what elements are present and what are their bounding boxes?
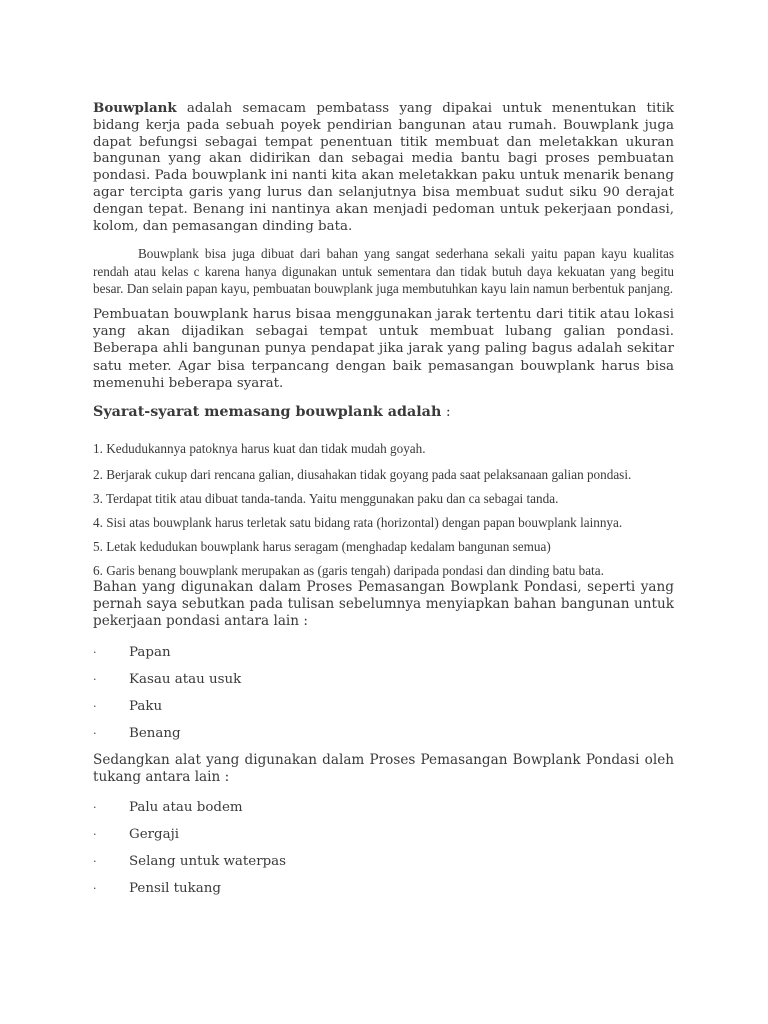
materials-list <box>93 644 674 742</box>
bullet-icon: · <box>93 801 97 815</box>
list-item-label: Papan <box>129 644 171 660</box>
list-item-label: Paku <box>129 698 163 714</box>
requirement-item: 2. Berjarak cukup dari rencana galian, diusahakan tidak goyang pada saat pelaksanaan galian pondasi. <box>93 466 632 482</box>
bullet-icon: · <box>93 828 97 842</box>
bullet-icon: · <box>93 645 97 659</box>
intro-text: adalah semacam pembatass yang dipakai untuk menentukan titik bidang kerja pada sebuah poyek pendirian bangunan atau rumah. Bouwplank juga dapat befungsi sebagai tempat penentuan titik membuat dan meletakkan ukuran bangunan yang akan didirikan dan sebagai media bantu bagi proses pembuatan pondasi. Pada bouwplank ini nanti kita akan meletakkan paku untuk menarik benang agar tercipta garis yang lurus dan selanjutnya bisa membuat sudut siku 90 derajat dengan tepat. Benang ini nantinya akan menjadi pedoman untuk pekerjaan pondasi, kolom, dan pemasangan dinding bata. <box>93 101 674 234</box>
list-item <box>93 880 674 897</box>
materials-intro: Bahan yang digunakan dalam Proses Pemasangan Bowplank Pondasi, seperti yang pernah saya sebutkan pada tulisan sebelumnya menyiapkan bahan bangunan untuk pekerjaan pondasi antara lain : <box>93 578 674 630</box>
list-item-label: Benang <box>129 725 181 741</box>
document-page <box>93 100 674 907</box>
bullet-icon: · <box>93 726 97 740</box>
requirement-item: 6. Garis benang bouwplank merupakan as (garis tengah) daripada pondasi dan dinding batu bata. <box>93 562 604 578</box>
list-item <box>93 799 674 816</box>
heading-colon: : <box>441 403 451 420</box>
list-item-label: Gergaji <box>129 827 180 843</box>
list-item <box>93 644 674 661</box>
list-item <box>93 826 674 843</box>
bullet-icon: · <box>93 855 97 869</box>
requirement-item: 3. Terdapat titik atau dibuat tanda-tanda. Yaitu menggunakan paku dan ca sebagai tanda. <box>93 490 559 506</box>
section-heading <box>93 403 674 421</box>
list-item-label: Kasau atau usuk <box>129 671 242 687</box>
list-item-label: Pensil tukang <box>129 881 221 897</box>
intro-bold-term: Bouwplank <box>93 100 177 116</box>
requirement-item: 1. Kedudukannya patoknya harus kuat dan tidak mudah goyah. <box>93 440 426 456</box>
bullet-icon: · <box>93 672 97 686</box>
bullet-icon: · <box>93 882 97 896</box>
list-item <box>93 671 674 688</box>
list-item-label: Selang untuk waterpas <box>129 854 287 870</box>
heading-text: Syarat-syarat memasang bouwplank adalah <box>93 403 442 420</box>
list-item <box>93 725 674 742</box>
list-item <box>93 853 674 870</box>
tools-intro: Sedangkan alat yang digunakan dalam Proses Pemasangan Bowplank Pondasi oleh tukang antara lain : <box>93 751 674 785</box>
list-item-label: Palu atau bodem <box>129 800 243 816</box>
tools-list <box>93 799 674 897</box>
requirement-item: 5. Letak kedudukan bouwplank harus seragam (menghadap kedalam bangunan semua) <box>93 538 551 554</box>
list-item <box>93 698 674 715</box>
requirement-item: 4. Sisi atas bouwplank harus terletak satu bidang rata (horizontal) dengan papan bouwplank lainnya. <box>93 514 623 530</box>
bullet-icon: · <box>93 699 97 713</box>
paragraph-material: Bouwplank bisa juga dibuat dari bahan yang sangat sederhana sekali yaitu papan kayu kualitas rendah atau kelas c karena hanya digunakan untuk sementara dan tidak butuh daya kekuatan yang begitu besar. Dan selain papan kayu, pembuatan bouwplank juga membutuhkan kayu lain namun berbentuk panjang. <box>93 246 674 296</box>
intro-paragraph <box>93 100 674 235</box>
paragraph-distance: Pembuatan bouwplank harus bisaa menggunakan jarak tertentu dari titik atau lokasi yang akan dijadikan sebagai tempat untuk membuat lubang galian pondasi. Beberapa ahli bangunan punya pendapat jika jarak yang paling bagus adalah sekitar satu meter. Agar bisa terpancang dengan baik pemasangan bouwplank harus bisa memenuhi beberapa syarat. <box>93 307 674 391</box>
